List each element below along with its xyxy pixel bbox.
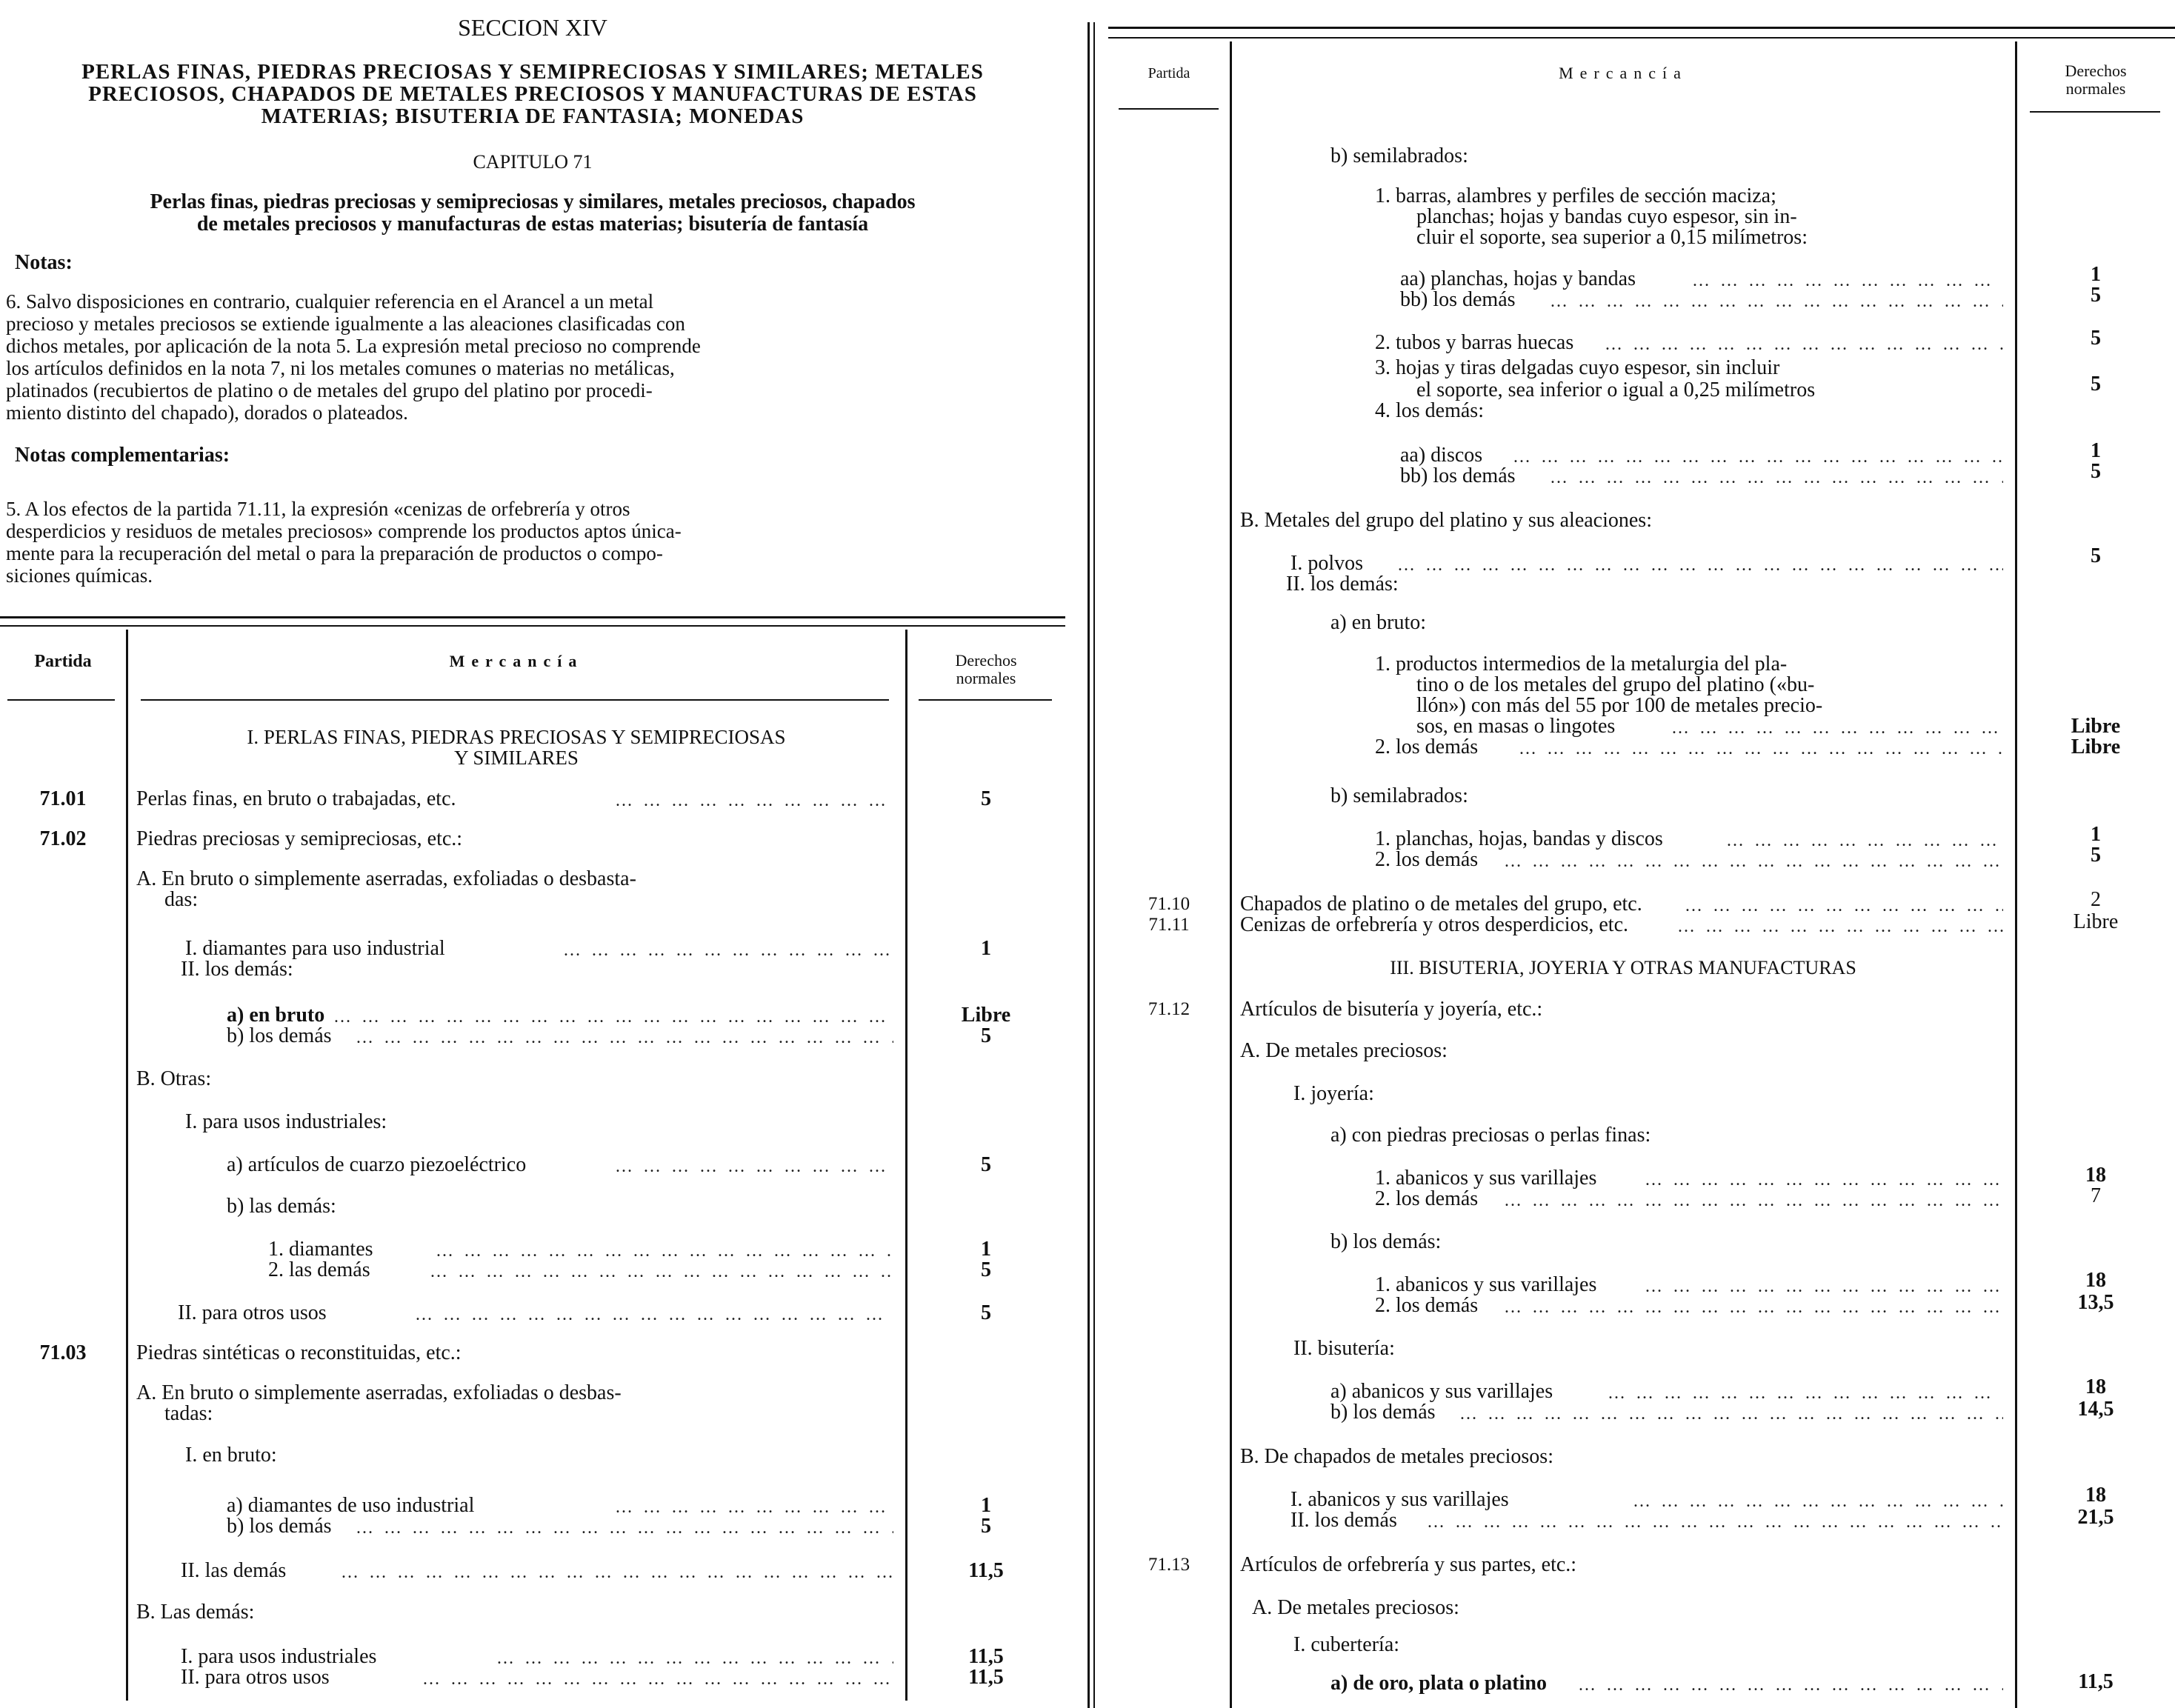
note-6-line: 6. Salvo disposiciones en contrario, cualquier referencia en el Arancel a un metal (6, 290, 654, 313)
col-header-partida: Partida (34, 652, 92, 671)
item-text: tino o de los metales del grupo del platino («bu- (1416, 673, 1815, 696)
item-text: B. Metales del grupo del platino y sus aleaciones: (1240, 509, 1652, 532)
item-text: I. para usos industriales (181, 1645, 377, 1668)
item-text: 1. productos intermedios de la metalurgia del pla- (1375, 653, 1788, 675)
leader-dots (1605, 333, 2003, 356)
item-text: 2. tubos y barras huecas (1375, 331, 1574, 354)
leader-dots (1645, 1275, 2003, 1298)
complementary-notes-heading: Notas complementarias: (15, 444, 230, 467)
duty-value: 11,5 (968, 1666, 1004, 1689)
item-text: 1. abanicos y sus varillajes (1375, 1273, 1597, 1296)
item-text: a) en bruto (227, 1004, 325, 1027)
col-header-derechos: normales (956, 669, 1016, 687)
partida-code: 71.01 (39, 787, 87, 810)
duty-value: 18 (2085, 1484, 2106, 1507)
header-underline (141, 699, 889, 701)
col-header-mercancia: Mercancía (449, 652, 584, 670)
item-text: llón») con más del 55 por 100 de metales precio- (1416, 694, 1823, 717)
item-text: Artículos de bisutería y joyería, etc.: (1240, 998, 1543, 1021)
note-5-line: 5. A los efectos de la partida 71.11, la expresión «cenizas de orfebrería y otros (6, 498, 630, 520)
item-text: I. en bruto: (185, 1444, 277, 1467)
column-divider (126, 630, 128, 1701)
leader-dots (1519, 738, 2003, 760)
leader-dots (1504, 1296, 2003, 1318)
duty-value: 5 (981, 1515, 991, 1538)
header-underline (919, 699, 1052, 701)
item-text: sos, en masas o lingotes (1416, 715, 1616, 738)
item-text: I. para usos industriales: (185, 1110, 387, 1133)
item-text: das: (164, 888, 199, 911)
leader-dots (615, 1155, 893, 1178)
item-text: Artículos de orfebrería y sus partes, etc.: (1240, 1553, 1577, 1576)
item-text: a) en bruto: (1330, 611, 1427, 634)
item-text: 3. hojas y tiras delgadas cuyo espesor, sin incluir (1375, 356, 1780, 379)
item-text: a) artículos de cuarzo piezoeléctrico (227, 1153, 527, 1176)
duty-value: Libre (961, 1004, 1011, 1027)
duty-value: 1 (981, 1494, 991, 1517)
item-text: a) de oro, plata o platino (1330, 1672, 1547, 1695)
duty-value: 1 (981, 1238, 991, 1261)
notes-heading: Notas: (15, 251, 73, 274)
item-text: 1. abanicos y sus varillajes (1375, 1167, 1597, 1190)
duty-value: 18 (2085, 1269, 2106, 1292)
item-text: A. De metales preciosos: (1252, 1596, 1459, 1619)
leader-dots (1427, 1511, 2003, 1533)
item-text: II. los demás (1290, 1509, 1397, 1532)
item-text: b) los demás (1330, 1401, 1436, 1424)
item-text: I. polvos (1290, 552, 1363, 575)
item-text: Piedras preciosas y semipreciosas, etc.: (136, 827, 463, 850)
note-6-line: los artículos definidos en la nota 7, ni los metales comunes o materias no metálicas, (6, 357, 675, 379)
duty-value: Libre (2071, 715, 2121, 738)
item-text: A. En bruto o simplemente aserradas, exfoliadas o desbasta- (136, 867, 636, 890)
partida-code: 71.10 (1148, 894, 1190, 914)
leader-dots (1550, 290, 2003, 313)
col-header-mercancia: Mercancía (1559, 64, 1688, 82)
chapter-title-line: Perlas finas, piedras preciosas y semipreciosas y similares, metales preciosos, chapados (150, 190, 916, 213)
item-text: B. Las demás: (136, 1601, 255, 1624)
duty-value: 1 (2091, 823, 2101, 846)
duty-value: 5 (981, 787, 991, 810)
item-text: 2. los demás (1375, 1294, 1479, 1317)
note-5-line: siciones químicas. (6, 564, 153, 587)
note-5-line: mente para la recuperación del metal o para la preparación de productos o compo- (6, 542, 663, 564)
item-text: Perlas finas, en bruto o trabajadas, etc. (136, 787, 456, 810)
column-divider (1230, 41, 1232, 1708)
table-rule (1108, 37, 2175, 39)
item-text: II. para otros usos (178, 1301, 327, 1324)
duty-value: Libre (2073, 910, 2119, 933)
col-header-partida: Partida (1148, 65, 1190, 81)
item-text: Chapados de platino o de metales del grupo, etc. (1240, 893, 1642, 915)
leader-dots (496, 1647, 893, 1669)
duty-value: 11,5 (968, 1645, 1004, 1668)
item-text: I. diamantes para uso industrial (185, 937, 445, 960)
item-text: 2. los demás (1375, 1187, 1479, 1210)
duty-value: 5 (2091, 844, 2101, 867)
item-text: tadas: (164, 1402, 213, 1425)
note-6-line: miento distinto del chapado), dorados o plateados. (6, 401, 408, 424)
item-text: I. joyería: (1293, 1082, 1374, 1105)
duty-value: 5 (2091, 373, 2101, 396)
table-rule (1108, 27, 2175, 29)
leader-dots (1504, 1190, 2003, 1212)
leader-dots (1645, 1169, 2003, 1191)
section-subtitle-line: PRECIOSOS, CHAPADOS DE METALES PRECIOSOS Y MANUFACTURAS DE ESTAS (88, 82, 977, 106)
table-rule (0, 625, 1065, 627)
group-heading: I. PERLAS FINAS, PIEDRAS PRECIOSAS Y SEMIPRECIOSAS (247, 726, 786, 748)
leader-dots (430, 1261, 893, 1283)
leader-dots (1504, 850, 2003, 873)
leader-dots (615, 790, 893, 812)
duty-value: 14,5 (2077, 1398, 2114, 1421)
duty-value: 5 (2091, 544, 2101, 567)
duty-value: 13,5 (2077, 1291, 2114, 1314)
duty-value: 18 (2085, 1375, 2106, 1398)
col-header-derechos: Derechos (955, 651, 1017, 670)
item-text: b) semilabrados: (1330, 784, 1468, 807)
duty-value: 5 (981, 1153, 991, 1176)
item-text: 1. planchas, hojas, bandas y discos (1375, 827, 1663, 850)
item-text: 2. las demás (268, 1258, 370, 1281)
leader-dots (1397, 554, 2003, 576)
leader-dots (1608, 1382, 2003, 1404)
duty-value: 18 (2085, 1164, 2106, 1187)
item-text: 1. diamantes (268, 1238, 373, 1261)
item-text: b) los demás (227, 1024, 332, 1047)
item-text: II. bisutería: (1293, 1337, 1395, 1360)
duty-value: 7 (2091, 1184, 2101, 1207)
duty-value: 11,5 (2078, 1670, 2114, 1693)
leader-dots (1677, 915, 2003, 938)
duty-value: 1 (981, 937, 991, 960)
item-text: A. De metales preciosos: (1240, 1039, 1448, 1062)
page-divider (1093, 22, 1095, 1708)
partida-code: 71.12 (1148, 999, 1190, 1019)
item-text: 1. barras, alambres y perfiles de sección maciza; (1375, 184, 1776, 207)
section-subtitle-line: MATERIAS; BISUTERIA DE FANTASIA; MONEDAS (261, 104, 805, 128)
item-text: II. los demás: (1286, 573, 1399, 596)
item-text: aa) planchas, hojas y bandas (1400, 267, 1636, 290)
leader-dots (1578, 1674, 2003, 1696)
item-text: I. cubertería: (1293, 1633, 1400, 1656)
duty-value: 11,5 (968, 1559, 1004, 1582)
chapter-number: CAPITULO 71 (473, 151, 593, 173)
chapter-title-line: de metales preciosos y manufacturas de estas materias; bisutería de fantasía (196, 213, 869, 236)
leader-dots (1692, 270, 2003, 292)
duty-value: 2 (2091, 888, 2101, 911)
item-text: el soporte, sea inferior o igual a 0,25 milímetros (1416, 378, 1816, 401)
col-header-derechos: Derechos (2065, 61, 2127, 80)
duty-value: 1 (2091, 263, 2101, 286)
leader-dots (1633, 1490, 2003, 1512)
header-underline (2030, 111, 2160, 113)
item-text: 2. los demás (1375, 848, 1479, 871)
header-underline (7, 699, 115, 701)
group-heading: III. BISUTERIA, JOYERIA Y OTRAS MANUFACTURAS (1390, 957, 1856, 978)
duty-value: 5 (2091, 284, 2101, 307)
partida-code: 71.11 (1148, 915, 1190, 935)
leader-dots (436, 1240, 893, 1262)
item-text: cluir el soporte, sea superior a 0,15 milímetros: (1416, 226, 1808, 249)
item-text: planchas; hojas y bandas cuyo espesor, sin in- (1416, 205, 1797, 228)
partida-code: 71.03 (39, 1341, 87, 1364)
page-divider (1088, 22, 1090, 1708)
leader-dots (1685, 895, 2003, 917)
leader-dots (422, 1668, 893, 1690)
item-text: b) los demás (227, 1515, 332, 1538)
leader-dots (341, 1561, 893, 1584)
partida-code: 71.02 (39, 827, 87, 850)
item-text: Piedras sintéticas o reconstituidas, etc.: (136, 1341, 462, 1364)
leader-dots (1726, 830, 2003, 852)
leader-dots (356, 1517, 893, 1539)
duty-value: 5 (2091, 460, 2101, 483)
item-text: I. abanicos y sus varillajes (1290, 1488, 1509, 1511)
leader-dots (1459, 1403, 2003, 1425)
item-text: aa) discos (1400, 444, 1483, 467)
item-text: B. Otras: (136, 1067, 212, 1090)
leader-dots (1550, 467, 2003, 489)
item-text: 2. los demás (1375, 735, 1479, 758)
duty-value: 1 (2091, 439, 2101, 462)
note-6-line: precioso y metales preciosos se extiende igualmente a las aleaciones clasificadas con (6, 313, 685, 335)
duty-value: 5 (981, 1024, 991, 1047)
item-text: b) los demás: (1330, 1230, 1442, 1253)
item-text: a) abanicos y sus varillajes (1330, 1380, 1553, 1403)
item-text: 4. los demás: (1375, 399, 1484, 422)
item-text: bb) los demás (1400, 464, 1516, 487)
duty-value: Libre (2071, 735, 2121, 758)
partida-code: 71.13 (1148, 1555, 1190, 1575)
note-6-line: dichos metales, por aplicación de la nota 5. La expresión metal precioso no comprende (6, 335, 701, 357)
note-6-line: platinados (recubiertos de platino o de metales del grupo del platino por procedi- (6, 379, 653, 401)
note-5-line: desperdicios y residuos de metales preciosos» comprende los productos aptos única- (6, 520, 682, 542)
duty-value: 5 (2091, 327, 2101, 350)
leader-dots (1671, 717, 2003, 739)
col-header-derechos: normales (2065, 79, 2126, 98)
item-text: A. En bruto o simplemente aserradas, exfoliadas o desbas- (136, 1381, 622, 1404)
leader-dots (415, 1304, 893, 1326)
leader-dots (356, 1027, 893, 1049)
leader-dots (1513, 446, 2003, 468)
item-text: a) diamantes de uso industrial (227, 1494, 475, 1517)
item-text: II. los demás: (181, 958, 293, 981)
item-text: b) semilabrados: (1330, 144, 1468, 167)
duty-value: 5 (981, 1301, 991, 1324)
section-title: SECCION XIV (458, 14, 607, 41)
table-rule (0, 616, 1065, 618)
duty-value: 5 (981, 1258, 991, 1281)
leader-dots (615, 1496, 893, 1518)
leader-dots (563, 939, 893, 961)
item-text: a) con piedras preciosas o perlas finas: (1330, 1124, 1651, 1147)
section-subtitle-line: PERLAS FINAS, PIEDRAS PRECIOSAS Y SEMIPRECIOSAS Y SIMILARES; METALES (81, 60, 984, 84)
item-text: Cenizas de orfebrería y otros desperdicios, etc. (1240, 913, 1629, 936)
item-text: bb) los demás (1400, 288, 1516, 311)
item-text: II. las demás (181, 1559, 287, 1582)
item-text: II. para otros usos (181, 1666, 330, 1689)
group-heading: Y SIMILARES (454, 747, 579, 769)
duty-value: 21,5 (2077, 1506, 2114, 1529)
item-text: B. De chapados de metales preciosos: (1240, 1445, 1553, 1468)
item-text: b) las demás: (227, 1195, 336, 1218)
leader-dots (333, 1006, 893, 1028)
header-underline (1119, 108, 1219, 110)
